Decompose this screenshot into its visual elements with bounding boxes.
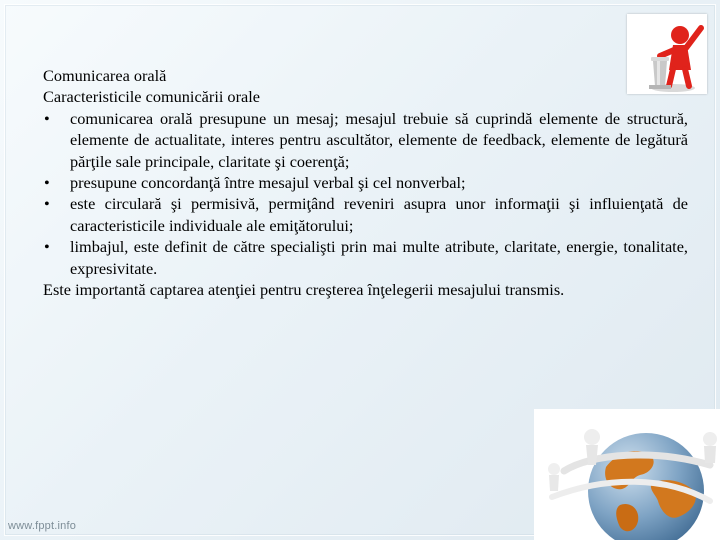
- globe-image: [534, 409, 720, 540]
- globe-with-people-icon: [534, 409, 720, 540]
- slide-title: Comunicarea orală: [43, 66, 167, 85]
- bullet-list: [43, 108, 688, 279]
- bullet-item: • este circulară şi permisivă, permiţând reveniri asupra unor informaţii şi influienţată de caracteristicile individuale ale emiţătorului;: [43, 193, 688, 236]
- slide-subtitle: Caracteristicile comunicării orale: [43, 87, 260, 107]
- bullet-item: • comunicarea orală presupune un mesaj; mesajul trebuie să cuprindă elemente de structură, elemente de actualitate, interes pentru ascultător, elemente de feedback, elemente de legătură părţile sale principale, claritate şi coerenţă;: [43, 108, 688, 172]
- bullet-item: • presupune concordanţă între mesajul verbal şi cel nonverbal;: [43, 172, 688, 193]
- watermark: www.fppt.info: [8, 520, 77, 532]
- closing-sentence: Este importantă captarea atenţiei pentru creşterea înţelegerii mesajului transmis.: [43, 280, 565, 300]
- slide-content: [43, 65, 688, 300]
- bullet-item: • limbajul, este definit de către specialişti prin mai multe atribute, claritate, energie, tonalitate, expresivitate.: [43, 236, 688, 279]
